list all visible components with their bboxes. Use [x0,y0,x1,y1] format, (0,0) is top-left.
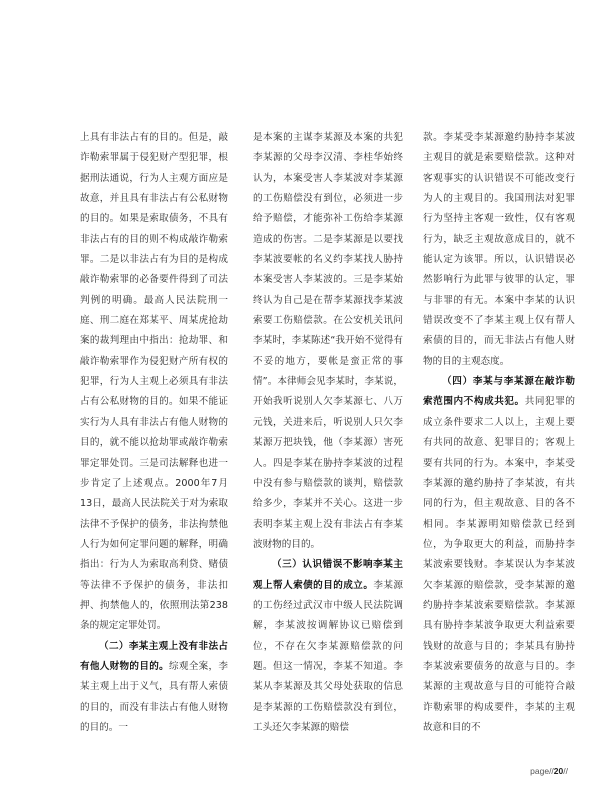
paragraph-text: 共同犯罪的成立条件要求二人以上，主观上要有共同的故意、犯罪目的；客观上要有共同的行为。本案中，李某受李某源的邀约胁持了李某波，有共同的行为，但主观故意、目的各不相同。李某源明知赔偿款已经到位，为争取更大的利益，而胁持李某波索要钱财。李某误认为李某波欠李某源的赔偿款，受李某源的邀约胁持李某波索要赔偿款。李某源具有胁持李某波争取更大利益索要钱财的故意与目的；李某具有胁持李某波索要债务的故意与目的。李某源的主观故意与目的可能符合敲诈勒索罪的构成要件，李某的主观故意和目的不 [423,396,575,733]
paragraph-text: 李某源的工伤经过武汉市中级人民法院调解，李某波按调解协议已赔偿到位，不存在欠李某源赔偿款的问题。但这一情况，李某不知道。李某从李某源及其父母处获取的信息是李某源的工伤赔偿款没有到位，工头还欠李某源的赔偿 [253,579,404,733]
text-column-left [80,128,228,738]
section-heading-2: （二）李某主观上没有非法占有他人财物的目的。 [80,640,228,672]
section-heading-3: （三）认识错误不影响李某主观上帮人索债的目的成立。 [253,559,403,591]
page-number [530,766,568,776]
section-paragraph-4 [423,372,575,738]
page-number-prefix: page// [530,766,554,776]
page-number-value: 20 [553,766,564,776]
section-paragraph-2 [80,637,228,739]
paragraph-text: 综观全案，李某主观上出于义气，具有帮人索债的目的，而没有非法占有他人财物的目的。一 [80,660,229,733]
paragraph: 款。李某受李某源邀约胁持李某波主观目的就是索要赔偿款。这种对客观事实的认识错误不可能改变行为人的主观目的。我国刑法对犯罪行为坚持主客观一致性，仅有客观行为，缺乏主观故意成目的，就不能认定为该罪。所以，认识错误必然影响行为此罪与彼罪的认定，罪与非罪的有无。本案中李某的认识错误改变不了李某主观上仅有帮人索债的目的，而无非法占有他人财物的目的主观态度。 [423,132,575,367]
text-column-right [423,128,575,738]
text-column-middle [253,128,403,738]
paragraph: 是本案的主谋李某源及本案的共犯李某源的父母李汉清、李桂华始终认为，本案受害人李某波对李某源的工伤赔偿没有到位，必须进一步给予赔偿，才能弥补工伤给李某源造成的伤害。二是李某源是以要找李某波要帐的名义约李某找人胁持本案受害人李某波的。三是李某始终认为自己是在帮李某源找李某波索要工伤赔偿款。在公安机关讯问李某时，李某陈述“我开始不觉得有不妥的地方，要帐是蛮正常的事情”。本律师会见李某时，李某说，开始我听说别人欠李某源七、八万元钱，关进来后，听说别人只欠李某源万把块钱，他（李某源）害死人。四是李某在胁持李某波的过程中没有参与赔偿款的谈判，赔偿款给多少，李某并不关心。这进一步表明李某主观上没有非法占有李某波财物的目的。 [253,132,403,550]
section-heading-4: （四）李某与李某源在敲诈勒索范围内不构成共犯。 [423,376,575,408]
section-paragraph-3 [253,555,403,738]
paragraph: 上具有非法占有的目的。但是，敲诈勒索罪属于侵犯财产型犯罪，根据刑法通说，行为人主观方面应是故意，并且具有非法占有公私财物的目的。如果是索取债务，不具有非法占有的目的则不构成敲诈勒索罪。二是以非法占有为目的是构成敲诈勒索罪的必备要件得到了司法判例的明确。最高人民法院刑一庭、刑二庭在郑某平、周某虎抢劫案的裁判理由中指出：抢劫罪、和敲诈勒索罪作为侵犯财产所有权的犯罪，行为人主观上必须具有非法占有公私财物的目的。如果不能证实行为人具有非法占有他人财物的目的，就不能以抢劫罪或敲诈勒索罪定罪处罚。三是司法解释也进一步肯定了上述观点。2000年7月13日，最高人民法院关于对为索取法律不予保护的债务，非法拘禁他人行为如何定罪问题的解释，明确指出：行为人为索取高利贷、赌债等法律不予保护的债务，非法扣押、拘禁他人的，依照刑法第238条的规定定罪处罚。 [80,132,228,632]
page-number-suffix: // [563,766,568,776]
